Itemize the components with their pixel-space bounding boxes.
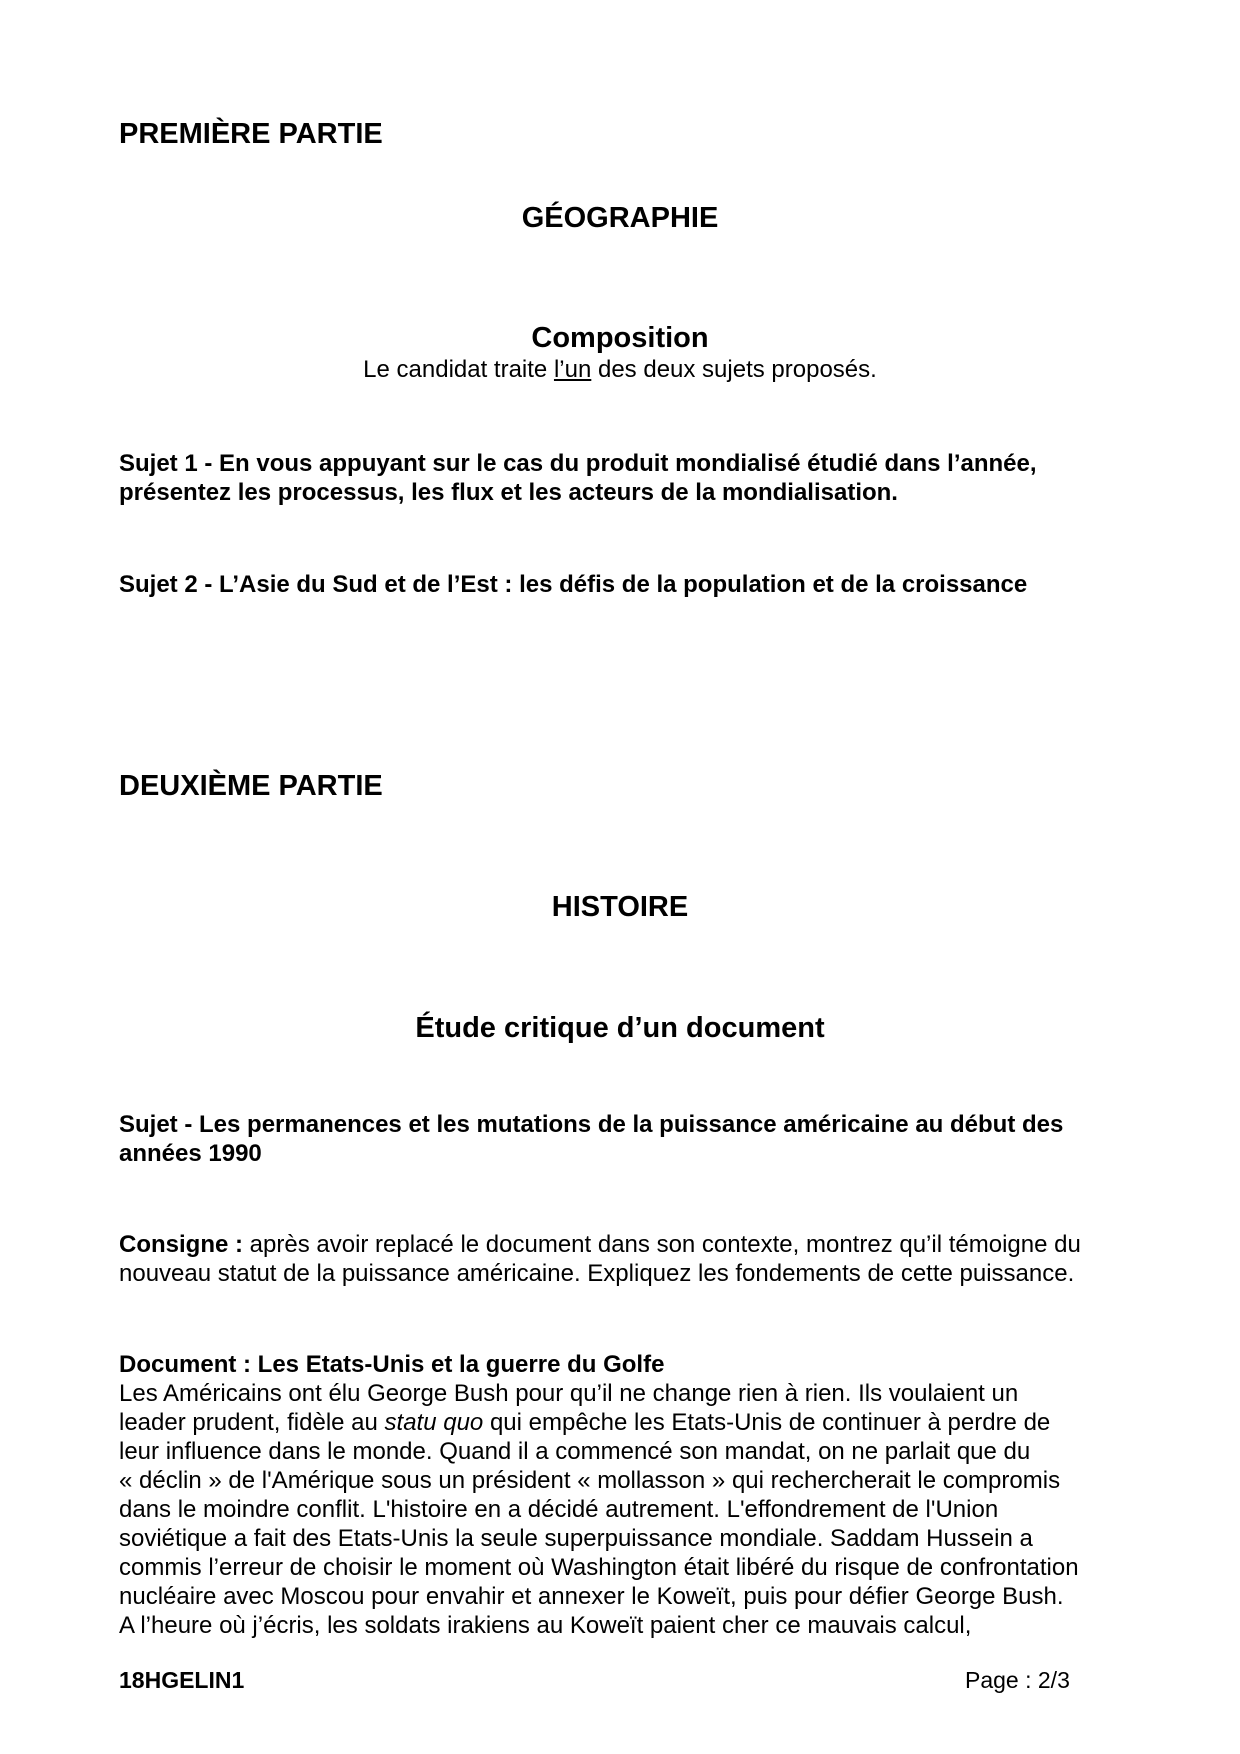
consigne-label: Consigne :	[119, 1231, 243, 1258]
geography-title: GÉOGRAPHIE	[521, 202, 719, 234]
document-line: soviétique a fait des Etats-Unis la seule superpuissance mondiale. Saddam Hussein a	[119, 1525, 1033, 1552]
instruction-prefix: Le candidat traite	[363, 356, 554, 383]
sujet1-paragraph	[119, 449, 1129, 507]
instruction-underlined: l’un	[553, 356, 592, 383]
history-title: HISTOIRE	[551, 891, 689, 923]
document-text: leader prudent, fidèle au	[119, 1409, 385, 1436]
footer-page-number: Page : 2/3	[965, 1667, 1070, 1693]
document-italic-text: statu quo	[384, 1409, 484, 1436]
sujet2-line: Sujet 2 - L’Asie du Sud et de l’Est : les défis de la population et de la croissance	[119, 571, 1028, 598]
document-line: commis l’erreur de choisir le moment où Washington était libéré du risque de confrontation	[119, 1554, 1079, 1581]
history-sujet-line: années 1990	[119, 1140, 262, 1167]
history-sujet-line: Sujet - Les permanences et les mutations de la puissance américaine au début des	[119, 1111, 1064, 1138]
consigne-text: après avoir replacé le document dans son contexte, montrez qu’il témoigne du	[243, 1231, 1081, 1258]
sujet1-line: présentez les processus, les flux et les acteurs de la mondialisation.	[119, 479, 898, 506]
document-line	[119, 1408, 1129, 1437]
document-line: A l’heure où j’écris, les soldats irakiens au Koweït paient cher ce mauvais calcul,	[119, 1612, 972, 1639]
document-line: leur influence dans le monde. Quand il a commencé son mandat, on ne parlait que du	[119, 1438, 1031, 1465]
part2-heading: DEUXIÈME PARTIE	[119, 770, 383, 802]
composition-title: Composition	[531, 322, 709, 354]
part1-heading: PREMIÈRE PARTIE	[119, 118, 383, 150]
sujet2-paragraph	[119, 570, 1129, 599]
sujet1-line: Sujet 1 - En vous appuyant sur le cas du produit mondialisé étudié dans l’année,	[119, 450, 1037, 477]
consigne-line	[119, 1230, 1129, 1259]
document-excerpt	[119, 1350, 1129, 1640]
history-sujet-paragraph	[119, 1110, 1129, 1168]
consigne-paragraph	[119, 1230, 1129, 1288]
composition-instruction	[0, 356, 1240, 384]
document-text: qui empêche les Etats-Unis de continuer à perdre de	[483, 1409, 1051, 1436]
document-line: nucléaire avec Moscou pour envahir et annexer le Koweït, puis pour défier George Bush.	[119, 1583, 1064, 1610]
instruction-suffix: des deux sujets proposés.	[591, 356, 877, 383]
document-title: Document : Les Etats-Unis et la guerre du Golfe	[119, 1351, 665, 1378]
document-line: « déclin » de l'Amérique sous un président « mollasson » qui rechercherait le compromis	[119, 1467, 1061, 1494]
document-study-title: Étude critique d’un document	[415, 1012, 825, 1044]
document-line: Les Américains ont élu George Bush pour qu’il ne change rien à rien. Ils voulaient un	[119, 1380, 1019, 1407]
document-line: dans le moindre conflit. L'histoire en a décidé autrement. L'effondrement de l'Union	[119, 1496, 999, 1523]
footer-code: 18HGELIN1	[119, 1667, 245, 1693]
consigne-line: nouveau statut de la puissance américaine. Expliquez les fondements de cette puissance.	[119, 1260, 1075, 1287]
